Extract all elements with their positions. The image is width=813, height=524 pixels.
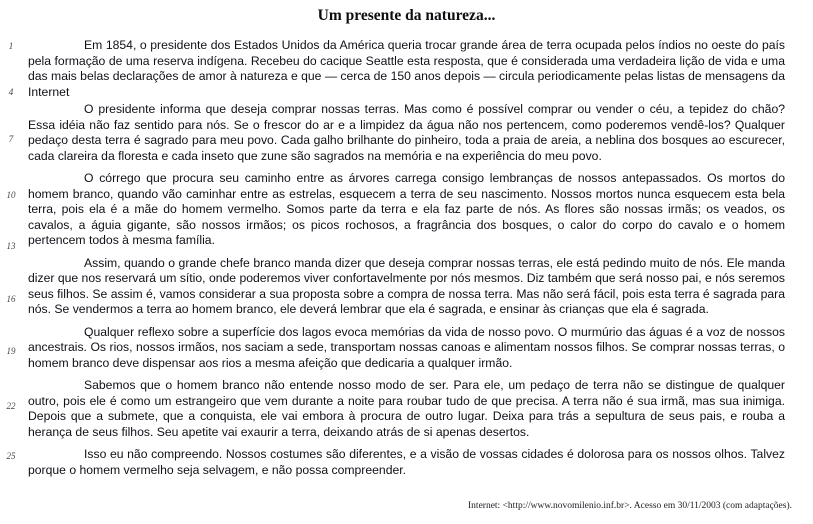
paragraph: Sabemos que o homem branco não entende nosso modo de ser. Para ele, um pedaço de terra não se distingue de qualquer outro, pois ele é como um estrangeiro que vem durante a noite para roubar tudo de que precisa. A terra não é sua irmã, mas sua inimiga. Depois que a submete, que a conquista, ele vai embora à procura de outro lugar. Deixa para trás a sepultura de seus pais, e rouba a herança de seus filhos. Seu apetite vai exaurir a terra, deixando atrás de si apenas desertos. bbox=[28, 378, 785, 439]
line-number: 22 bbox=[6, 401, 16, 411]
line-number: 19 bbox=[6, 346, 16, 356]
line-number: 16 bbox=[6, 294, 16, 304]
document-title: Um presente da natureza... bbox=[317, 7, 496, 24]
line-number: 1 bbox=[8, 41, 14, 51]
line-number: 13 bbox=[6, 241, 16, 251]
line-number: 10 bbox=[6, 190, 16, 200]
paragraph: O córrego que procura seu caminho entre as árvores carrega consigo lembranças de nossos antepassados. Os mortos do homem branco, quando vão caminhar entre as estrelas, esquecem a terra de seu nascimento. Nossos mortos nunca esquecem esta bela terra, pois ela é a mãe do homem vermelho. Somos parte da terra e ela faz parte de nós. As flores são nossas irmãs; os veados, os cavalos, a águia gigante, são nossos irmãos; os picos rochosos, a fragrância dos bosques, o calor do corpo do cavalo e o homem pertencem todos à mesma família. bbox=[28, 171, 785, 247]
paragraph: Em 1854, o presidente dos Estados Unidos da América queria trocar grande área de terra ocupada pelos índios no oeste do país pela formação de uma reserva indígena. Recebeu do cacique Seattle esta resposta, que é considerada uma verdadeira lição de vida e uma das mais belas declarações de amor à natureza e que — cerca de 150 anos depois — circula periodicamente pelas listas de mensagens da Internet bbox=[28, 38, 785, 99]
line-number: 4 bbox=[8, 87, 14, 97]
line-number: 25 bbox=[6, 451, 16, 461]
line-number-gutter bbox=[0, 0, 24, 524]
paragraph: Qualquer reflexo sobre a superfície dos lagos evoca memórias da vida de nosso povo. O murmúrio das águas é a voz de nossos ancestrais. Os rios, nossos irmãos, nos saciam a sede, transportam nossas canoas e alimentam nossos filhos. Se comprar nossas terras, o homem branco deve dispensar aos rios a mesma afeição que dedicaria a qualquer irmão. bbox=[28, 324, 785, 370]
document-body bbox=[28, 38, 785, 485]
paragraph: O presidente informa que deseja comprar nossas terras. Mas como é possível comprar ou vender o céu, a tepidez do chão? Essa idéia não faz sentido para nós. Se o frescor do ar e a limpidez da água não nos pertencem, como poderemos vendê-los? Qualquer pedaço desta terra é sagrado para meu povo. Cada galho brilhante do pinheiro, toda a praia de areia, a neblina dos bosques ao escurecer, cada clareira da floresta e cada inseto que zune são sagrados na memória e na experiência do meu povo. bbox=[28, 102, 785, 163]
paragraph: Assim, quando o grande chefe branco manda dizer que deseja comprar nossas terras, ele está pedindo muito de nós. Ele manda dizer que nos reservará um sítio, onde poderemos viver confortavelmente por nós mesmos. Diz também que será nosso pai, e nós seremos seus filhos. Se assim é, vamos considerar a sua proposta sobre a compra de nossa terra. Mas não será fácil, pois esta terra é sagrada para nós. Se vendermos a terra ao homem branco, ele deverá lembrar que ela é sagrada, e ensinar às crianças que ela é sagrada. bbox=[28, 255, 785, 316]
source-citation: Internet: <http://www.novomilenio.inf.br>. Acesso em 30/11/2003 (com adaptações). bbox=[468, 501, 792, 511]
line-number: 7 bbox=[8, 134, 14, 144]
paragraph: Isso eu não compreendo. Nossos costumes são diferentes, e a visão de vossas cidades é dolorosa para os nossos olhos. Talvez porque o homem vermelho seja selvagem, e não possa compreender. bbox=[28, 447, 785, 477]
